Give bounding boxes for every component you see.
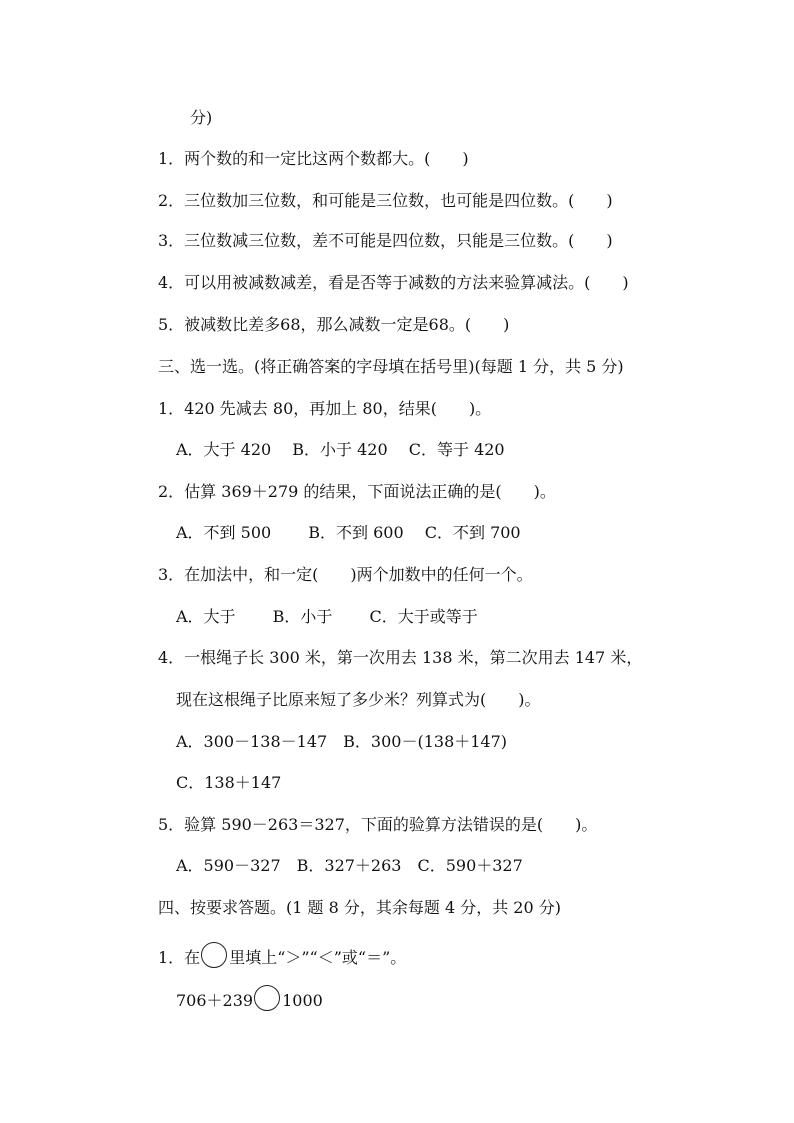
choice-q2-stem: 2．估算 369＋279 的结果，下面说法正确的是( )。 (158, 482, 556, 501)
circle-blank-icon (201, 942, 227, 968)
judge-item-4: 4．可以用被减数减差，看是否等于减数的方法来验算减法。( ) (158, 273, 629, 292)
answer-q1-instruction (158, 942, 406, 969)
section4-title: 四、按要求答题。(1 题 8 分，其余每题 4 分，共 20 分) (158, 898, 561, 917)
expression-left: 706＋239 (176, 991, 254, 1010)
choice-q5-options: A．590－327 B．327＋263 C．590＋327 (176, 856, 523, 875)
choice-q4-stem-line2: 现在这根绳子比原来短了多少米？列算式为( )。 (176, 690, 541, 709)
choice-q4-options-line2: C．138＋147 (176, 773, 282, 792)
choice-q4-options-line1: A．300－138－147 B．300－(138＋147) (176, 732, 508, 751)
judge-item-1: 1．两个数的和一定比这两个数都大。( ) (158, 149, 469, 168)
answer-q1-expression (176, 985, 323, 1012)
expression-right: 1000 (282, 991, 323, 1010)
section2-header-tail: 分) (190, 108, 213, 127)
answer-q1-prefix: 1．在 (158, 948, 201, 967)
judge-item-3: 3．三位数减三位数，差不可能是四位数，只能是三位数。( ) (158, 231, 613, 250)
choice-q1-options: A．大于 420 B．小于 420 C．等于 420 (176, 440, 505, 459)
section3-title: 三、选一选。(将正确答案的字母填在括号里)(每题 1 分，共 5 分) (158, 357, 624, 376)
answer-q1-suffix: 里填上“＞”“＜”或“＝”。 (229, 948, 407, 967)
choice-q5-stem: 5．验算 590－263＝327，下面的验算方法错误的是( )。 (158, 815, 598, 834)
choice-q3-options: A．大于 B．小于 C．大于或等于 (176, 607, 478, 626)
choice-q4-stem-line1: 4．一根绳子长 300 米，第一次用去 138 米，第二次用去 147 米， (158, 648, 643, 667)
circle-answer-blank[interactable] (254, 985, 280, 1011)
choice-q2-options: A．不到 500 B．不到 600 C．不到 700 (176, 523, 521, 542)
choice-q1-stem: 1．420 先减去 80，再加上 80，结果( )。 (158, 399, 492, 418)
judge-item-2: 2．三位数加三位数，和可能是三位数，也可能是四位数。( ) (158, 191, 613, 210)
judge-item-5: 5．被减数比差多68，那么减数一定是68。( ) (158, 315, 510, 334)
choice-q3-stem: 3．在加法中，和一定( )两个加数中的任何一个。 (158, 565, 533, 584)
